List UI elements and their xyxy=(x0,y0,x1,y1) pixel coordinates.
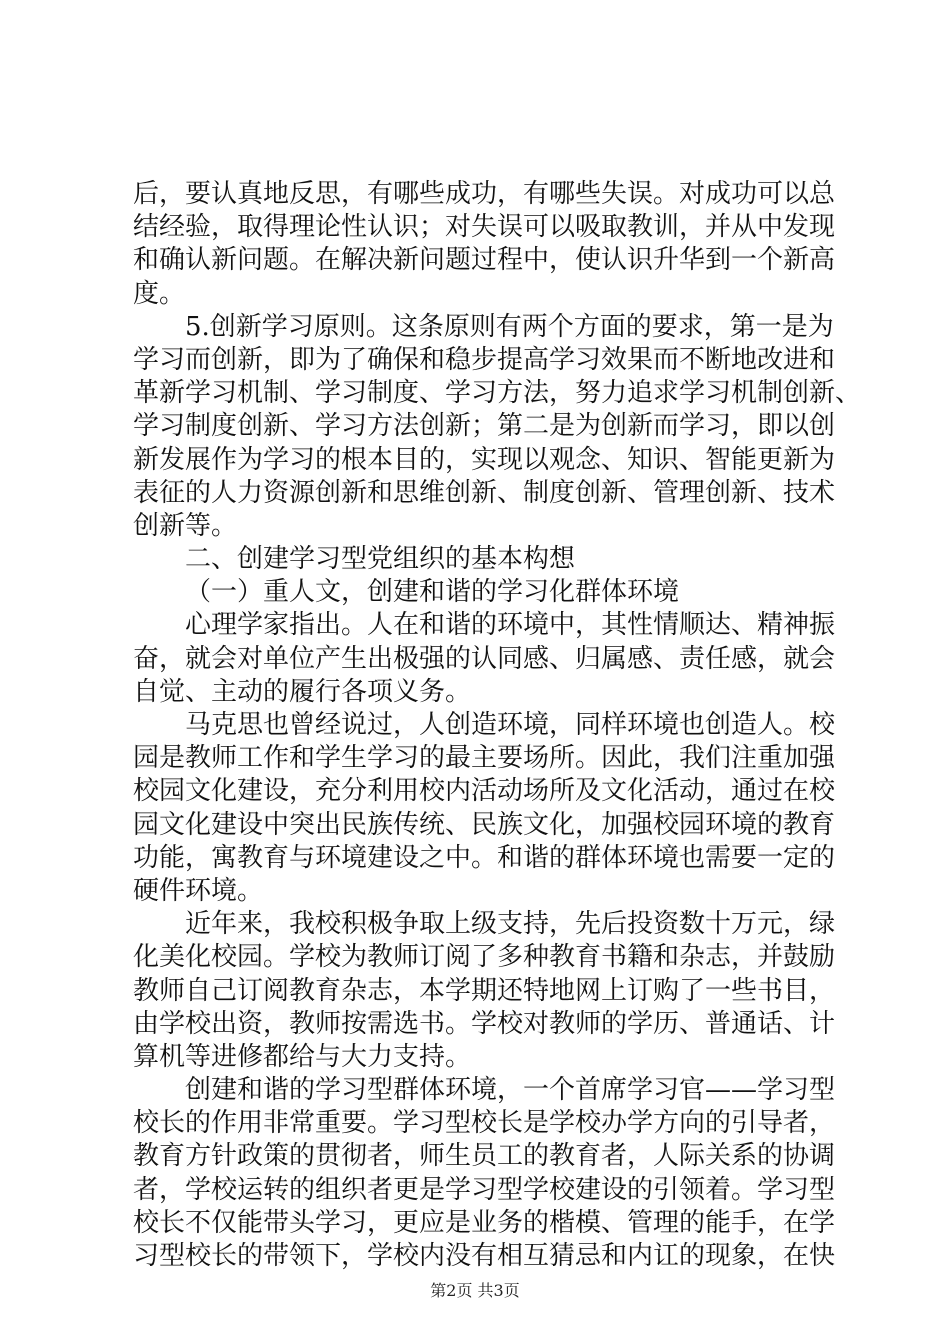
text-line: 结经验，取得理论性认识；对失误可以吸取教训，并从中发现 xyxy=(133,212,836,243)
page-footer: 第2页 共3页 xyxy=(430,1281,520,1300)
text-line: 革新学习机制、学习制度、学习方法，努力追求学习机制创新、 xyxy=(133,378,862,409)
text-line: （一）重人文，创建和谐的学习化群体环境 xyxy=(185,577,680,608)
text-line: 者，学校运转的组织者更是学习型学校建设的引领着。学习型 xyxy=(133,1174,836,1205)
text-line: 后，要认真地反思，有哪些成功，有哪些失误。对成功可以总 xyxy=(133,179,836,209)
text-line: 习型校长的带领下，学校内没有相互猜忌和内讧的现象，在快 xyxy=(133,1241,836,1271)
text-line: 5.创新学习原则。这条原则有两个方面的要求，第一是为 xyxy=(185,311,834,342)
text-line: 学习制度创新、学习方法创新；第二是为创新而学习，即以创 xyxy=(133,411,836,442)
text-line: 创建和谐的学习型群体环境，一个首席学习官——学习型 xyxy=(185,1075,836,1106)
text-line: 奋，就会对单位产生出极强的认同感、归属感、责任感，就会 xyxy=(133,643,836,674)
text-line: 马克思也曾经说过，人创造环境，同样环境也创造人。校 xyxy=(185,710,836,740)
text-line: 教师自己订阅教育杂志，本学期还特地网上订购了一些书目， xyxy=(133,975,836,1006)
text-line: 园是教师工作和学生学习的最主要场所。因此，我们注重加强 xyxy=(133,743,836,774)
text-line: 硬件环境。 xyxy=(133,875,264,906)
text-line: 校长不仅能带头学习，更应是业务的楷模、管理的能手，在学 xyxy=(133,1207,836,1238)
text-line: 园文化建设中突出民族传统、民族文化，加强校园环境的教育 xyxy=(133,809,836,840)
text-line: 度。 xyxy=(133,278,186,309)
document-body xyxy=(133,178,862,1273)
text-line: 创新等。 xyxy=(133,510,238,541)
text-line: 校长的作用非常重要。学习型校长是学校办学方向的引导者， xyxy=(133,1108,836,1139)
text-line: 心理学家指出。人在和谐的环境中，其性情顺达、精神振 xyxy=(185,610,836,641)
text-line: 自觉、主动的履行各项义务。 xyxy=(133,676,472,707)
text-line: 近年来，我校积极争取上级支持，先后投资数十万元，绿 xyxy=(185,909,836,940)
text-line: 化美化校园。学校为教师订阅了多种教育书籍和杂志，并鼓励 xyxy=(133,942,836,973)
text-line: 教育方针政策的贯彻者，师生员工的教育者，人际关系的协调 xyxy=(133,1141,836,1172)
text-line: 表征的人力资源创新和思维创新、制度创新、管理创新、技术 xyxy=(133,477,836,508)
text-line: 和确认新问题。在解决新问题过程中，使认识升华到一个新高 xyxy=(133,245,836,276)
text-line: 功能，寓教育与环境建设之中。和谐的群体环境也需要一定的 xyxy=(133,842,836,873)
text-line: 二、创建学习型党组织的基本构想 xyxy=(185,544,576,575)
text-line: 学习而创新，即为了确保和稳步提高学习效果而不断地改进和 xyxy=(133,344,836,375)
text-line: 算机等进修都给与大力支持。 xyxy=(133,1041,472,1072)
text-line: 新发展作为学习的根本目的，实现以观念、知识、智能更新为 xyxy=(133,444,836,475)
text-line: 校园文化建设，充分利用校内活动场所及文化活动，通过在校 xyxy=(133,776,836,807)
text-line: 由学校出资，教师按需选书。学校对教师的学历、普通话、计 xyxy=(133,1008,836,1039)
